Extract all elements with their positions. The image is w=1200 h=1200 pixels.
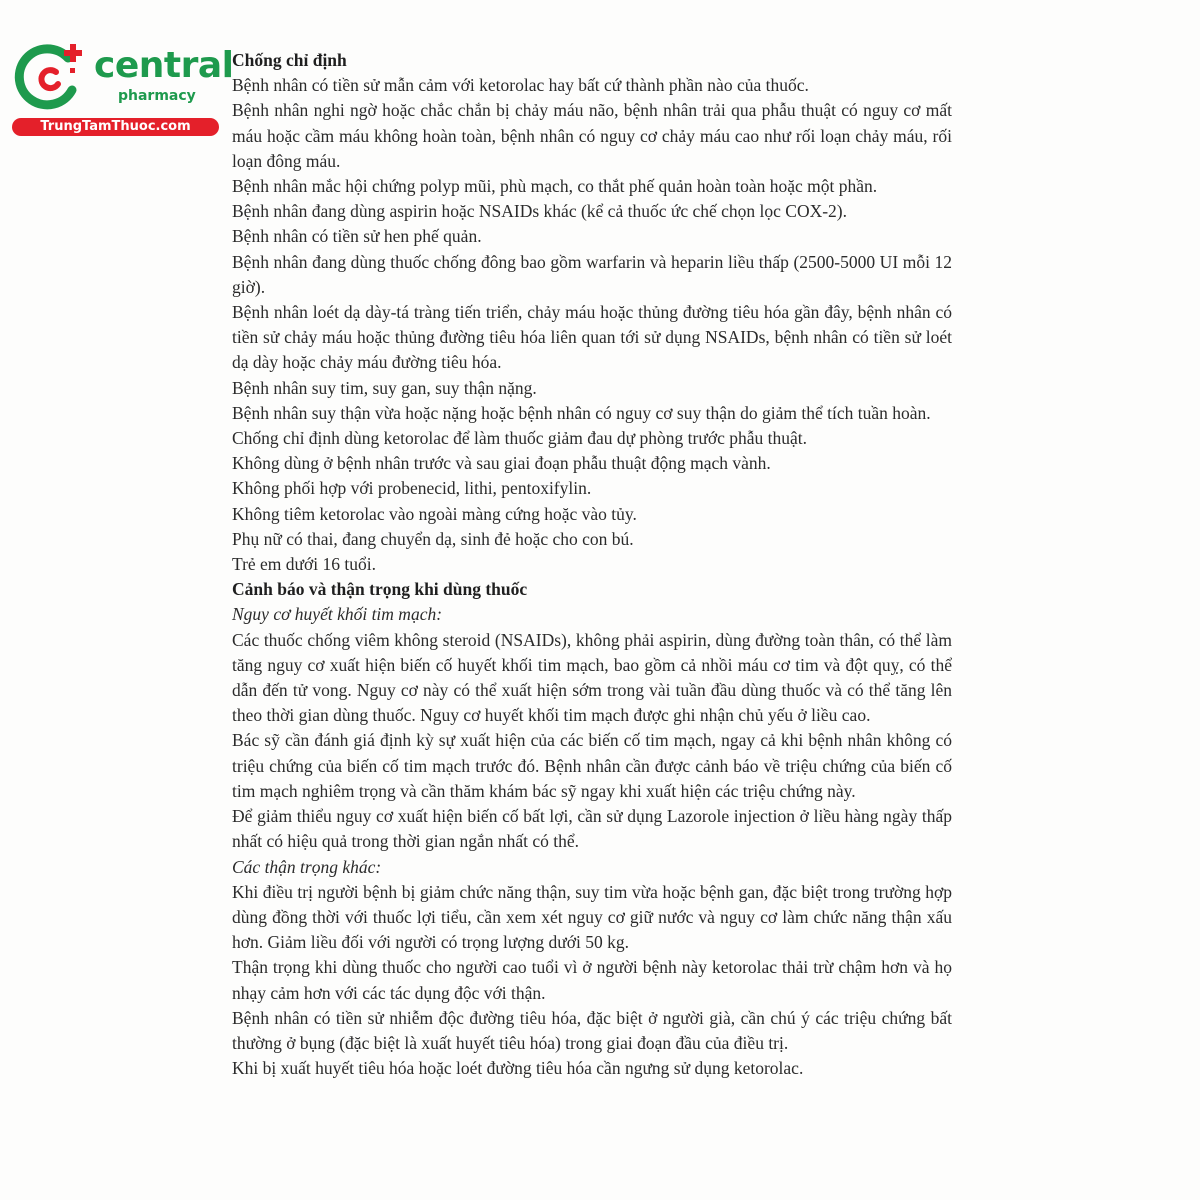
logo-brand-text: central xyxy=(94,45,234,86)
paragraph: Không dùng ở bệnh nhân trước và sau giai đoạn phẫu thuật động mạch vành. xyxy=(232,453,771,474)
subheading-other-precautions: Các thận trọng khác: xyxy=(232,856,382,877)
paragraph: Bệnh nhân nghi ngờ hoặc chắc chắn bị chảy máu não, bệnh nhân trải qua phẫu thuật có nguy cơ mất máu hoặc cầm máu không hoàn toàn, bệnh nhân có nguy cơ chảy máu cao như rối loạn chảy máu, rối loạn đông máu. xyxy=(232,100,952,171)
central-logo-icon xyxy=(10,38,90,118)
paragraph: Thận trọng khi dùng thuốc cho người cao tuổi vì ở người bệnh này ketorolac thải trừ chậm hơn và họ nhạy cảm hơn với các tác dụng độc với thận. xyxy=(232,957,952,1003)
paragraph: Để giảm thiểu nguy cơ xuất hiện biến cố bất lợi, cần sử dụng Lazorole injection ở liều hàng ngày thấp nhất có hiệu quả trong thời gian ngắn nhất có thể. xyxy=(232,806,952,852)
logo-site-badge: TrungTamThuoc.com xyxy=(12,118,219,136)
logo-sub-text: pharmacy xyxy=(118,88,196,104)
paragraph: Bệnh nhân mắc hội chứng polyp mũi, phù mạch, co thắt phế quản hoàn toàn hoặc một phần. xyxy=(232,176,878,197)
paragraph: Bệnh nhân có tiền sử hen phế quản. xyxy=(232,226,482,247)
paragraph: Bác sỹ cần đánh giá định kỳ sự xuất hiện của các biến cố tim mạch, ngay cả khi bệnh nhân không có triệu chứng của biến cố tim mạch trước đó. Bệnh nhân cần được cảnh báo về triệu chứng của biến cố tim mạch nghiêm trọng và cần thăm khám bác sỹ ngay khi xuất hiện các triệu chứng này. xyxy=(232,730,952,801)
paragraph: Trẻ em dưới 16 tuổi. xyxy=(232,554,376,575)
paragraph: Bệnh nhân có tiền sử mẫn cảm với ketorolac hay bất cứ thành phần nào của thuốc. xyxy=(232,75,809,96)
paragraph: Bệnh nhân đang dùng aspirin hoặc NSAIDs khác (kể cả thuốc ức chế chọn lọc COX-2). xyxy=(232,201,848,222)
paragraph: Khi điều trị người bệnh bị giảm chức năng thận, suy tim vừa hoặc bệnh gan, đặc biệt trong trường hợp dùng đồng thời với thuốc lợi tiểu, cần xem xét nguy cơ giữ nước và nguy cơ làm chức năng thận xấu hơn. Giảm liều đối với người có trọng lượng dưới 50 kg. xyxy=(232,881,952,953)
section-heading-warnings: Cảnh báo và thận trọng khi dùng thuốc xyxy=(232,579,528,600)
pharmacy-logo[interactable] xyxy=(10,38,234,138)
paragraph: Chống chỉ định dùng ketorolac để làm thuốc giảm đau dự phòng trước phẫu thuật. xyxy=(232,428,807,449)
paragraph: Bệnh nhân suy thận vừa hoặc nặng hoặc bệnh nhân có nguy cơ suy thận do giảm thể tích tuần hoàn. xyxy=(232,402,931,423)
paragraph: Khi bị xuất huyết tiêu hóa hoặc loét đường tiêu hóa cần ngưng sử dụng ketorolac. xyxy=(232,1058,804,1079)
paragraph: Bệnh nhân suy tim, suy gan, suy thận nặng. xyxy=(232,377,537,398)
section-heading-contraindications: Chống chỉ định xyxy=(232,50,347,70)
paragraph: Phụ nữ có thai, đang chuyển dạ, sinh đẻ hoặc cho con bú. xyxy=(232,528,634,549)
paragraph: Các thuốc chống viêm không steroid (NSAIDs), không phải aspirin, dùng đường toàn thân, có thể làm tăng nguy cơ xuất hiện biến cố huyết khối tim mạch, bao gồm cả nhồi máu cơ tim và đột quỵ, có thể dẫn đến tử vong. Nguy cơ này có thể xuất hiện sớm trong vài tuần đầu dùng thuốc và có thể tăng lên theo thời gian dùng thuốc. Nguy cơ huyết khối tim mạch được ghi nhận chủ yếu ở liều cao. xyxy=(232,629,952,726)
paragraph: Bệnh nhân loét dạ dày-tá tràng tiến triển, chảy máu hoặc thủng đường tiêu hóa gần đây, bệnh nhân có tiền sử chảy máu hoặc thủng đường tiêu hóa liên quan tới sử dụng NSAIDs, bệnh nhân có tiền sử loét dạ dày hoặc chảy máu đường tiêu hóa. xyxy=(232,302,952,373)
document-body xyxy=(232,48,952,1081)
paragraph: Bệnh nhân đang dùng thuốc chống đông bao gồm warfarin và heparin liều thấp (2500-5000 UI mỗi 12 giờ). xyxy=(232,251,952,297)
paragraph: Không tiêm ketorolac vào ngoài màng cứng hoặc vào tủy. xyxy=(232,503,637,524)
paragraph: Bệnh nhân có tiền sử nhiễm độc đường tiêu hóa, đặc biệt ở người già, cần chú ý các triệu chứng bất thường ở bụng (đặc biệt là xuất huyết tiêu hóa) trong giai đoạn đầu của điều trị. xyxy=(232,1007,952,1053)
paragraph: Không phối hợp với probenecid, lithi, pentoxifylin. xyxy=(232,478,592,499)
subheading-cardiovascular-risk: Nguy cơ huyết khối tim mạch: xyxy=(232,604,443,625)
